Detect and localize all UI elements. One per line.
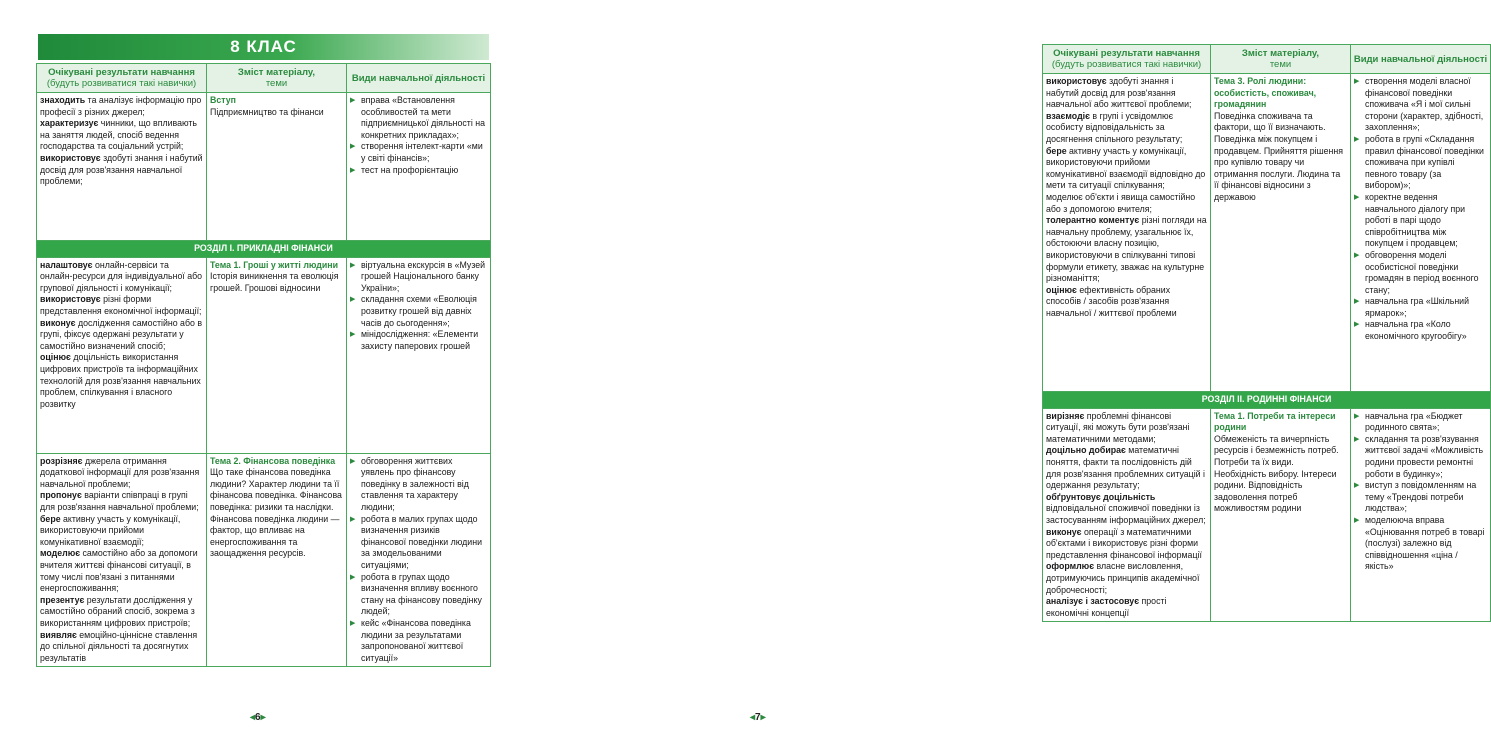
activities-list	[1354, 411, 1487, 573]
result-verb: взаємодіє	[1046, 110, 1090, 121]
result-text: активну участь у комунікації, використовуючи прийоми комунікативної взаємодії відповідно до мети та ситуації спілкування;	[1046, 145, 1206, 191]
grade-title: 8 КЛАС	[230, 37, 297, 56]
activities-list	[1354, 76, 1487, 343]
result-text: активну участь у комунікації, використовуючи прийоми комунікативної взаємодії;	[40, 513, 181, 547]
section-header-row	[1043, 392, 1491, 409]
result-text: математичні поняття, факти та послідовність дій для розв'язання проблемних ситуацій і одержання результату;	[1046, 445, 1205, 491]
result-verb: обґрунтовує доцільність	[1046, 491, 1156, 502]
result-text: власне висловлення, дотримуючись принципів академічної доброчесності;	[1046, 561, 1200, 595]
table-row	[1043, 74, 1491, 392]
table-header-row	[37, 64, 491, 93]
result-item	[1046, 492, 1206, 525]
result-verb: характеризує	[40, 118, 99, 129]
expected-results-cell	[1043, 74, 1211, 392]
grade-banner	[38, 34, 489, 60]
result-verb: використовує	[1046, 76, 1107, 86]
result-text: онлайн-сервіси та онлайн-ресурси для індивідуальної або групової діяльності і комунікації;	[40, 259, 203, 293]
section-header-row	[37, 241, 491, 258]
activities-cell	[347, 257, 491, 453]
result-verb: використовує	[40, 152, 101, 163]
result-item	[1046, 215, 1207, 283]
result-item	[40, 630, 197, 663]
result-item	[1046, 76, 1191, 109]
curriculum-table-left	[36, 63, 491, 667]
curriculum-table-right	[1042, 44, 1491, 622]
result-text: чинники, що впливають на заняття людей, спосіб ведення господарства та соціальний устрій;	[40, 118, 198, 152]
result-item	[40, 490, 199, 512]
topic-cell	[207, 93, 347, 241]
result-text: в групі і усвідомлює особисту відповідальність за досягнення спільного результату;	[1046, 110, 1183, 144]
result-item	[40, 318, 202, 351]
expected-results-cell	[37, 257, 207, 453]
activities-cell	[1351, 408, 1491, 622]
activities-cell	[1351, 74, 1491, 392]
table-row	[1043, 408, 1491, 622]
activity-item: ▶ обговорення життєвих уявлень про фінансову поведінку в залежності від ставлення та характеру людини;	[350, 456, 487, 514]
header-expected-results: Очікувані результати навчання (будуть розвиватися такі навички)	[1043, 45, 1211, 74]
result-text: моделює об'єкти і явища самостійно або з допомогою вчителя;	[1046, 191, 1196, 214]
result-text: самостійно або за допомоги вчителя життєві фінансові ситуації, в тому числі пов'язані з питаннями енергоспоживання;	[40, 548, 198, 594]
activities-list	[350, 260, 487, 353]
result-text: доцільність використання цифрових пристроїв та інформаційних технологій для розв'язання навчальних проблем, спілкування і власного розвитку	[40, 352, 201, 409]
result-text: результати дослідження у самостійно обраний спосіб, зокрема з використанням цифрових пристроїв;	[40, 594, 195, 628]
topic-text: Обмеженість та вичерпність ресурсів і безмежність потреб. Потреби та їх види. Необхідність вибору. Інтереси родини. Відповідність задоволення потреб можливостям родини	[1214, 433, 1339, 514]
result-verb: виявляє	[40, 629, 77, 640]
left-page	[0, 0, 512, 731]
header-content-topics: Зміст матеріалу, теми	[1211, 45, 1351, 74]
activity-item: ▶ виступ з повідомленням на тему «Трендові потреби людства»;	[1354, 480, 1487, 515]
right-page	[512, 0, 1488, 731]
result-text: та аналізує інформацію про професії з різних джерел;	[40, 95, 202, 117]
activity-item: ▶ робота в групах щодо визначення впливу воєнного стану на фінансову поведінку людей;	[350, 572, 487, 618]
topic-cell	[1211, 408, 1351, 622]
activity-item: ▶ моделююча вправа «Оцінювання потреб в товарі (послузі) залежно від співвідношення «ціна / якість»	[1354, 515, 1487, 573]
activity-item: ▶ складання та розв'язування життєвої задачі «Можливість родини провести ремонтні роботи в будинку»;	[1354, 434, 1487, 480]
result-text: емоційно-ціннісне ставлення до спільної діяльності та досягнутих результатів	[40, 629, 198, 663]
activity-item: ▶ робота в групі «Складання правил фінансової поведінки споживача при купівлі певного товару (за вибором)»;	[1354, 134, 1487, 192]
activities-list	[350, 95, 487, 176]
result-item	[1046, 596, 1166, 618]
result-item	[1046, 561, 1199, 594]
result-text: різні погляди на навчальну проблему, узагальнює їх, обстоюючи власну позицію, використовуючи в спілкуванні типові формули етикету, зважає на культурне різноманіття;	[1046, 215, 1207, 284]
topic-title: Тема 1. Гроші у житті людини	[210, 259, 339, 270]
result-text: здобуті знання і набутий досвід для розв'язання навчальної проблеми;	[40, 152, 203, 187]
activity-item: ▶ віртуальна екскурсія в «Музей грошей Національного банку України»;	[350, 260, 487, 295]
result-text: варіанти співпраці в групі для розв'язання навчальної проблеми;	[40, 490, 199, 512]
result-item	[40, 294, 202, 316]
activity-item: ▶ створення моделі власної фінансової поведінки споживача «Я і мої сильні сторони (характер, здібності, захоплення»;	[1354, 76, 1487, 134]
topic-title: Тема 2. Фінансова поведінка	[210, 455, 336, 466]
table-row	[37, 453, 491, 667]
table-row	[37, 257, 491, 453]
result-verb: вирізняє	[1046, 410, 1085, 421]
result-item	[1046, 445, 1205, 490]
result-item	[1046, 192, 1195, 214]
result-verb: розрізняє	[40, 455, 83, 466]
result-verb: бере	[1046, 145, 1067, 156]
topic-text: Підприємництво та фінанси	[210, 106, 324, 117]
topic-text: Що таке фінансова поведінка людини? Характер людини та її фінансова поведінка. Фінансова поведінка: ризики та наслідки. Фінансова поведінка людини — фактор, що впливає на енергоспоживання та заощадження ресурсів.	[210, 467, 342, 559]
result-text: відповідальної споживчої поведінки із застосуванням інформаційних джерел;	[1046, 503, 1206, 525]
activity-item: ▶ мінідослідження: «Елементи захисту паперових грошей	[350, 329, 487, 352]
result-item	[1046, 111, 1182, 144]
table-header-row	[1043, 45, 1491, 74]
result-item	[1046, 527, 1202, 560]
result-verb: оцінює	[1046, 284, 1077, 295]
result-verb: налаштовує	[40, 259, 93, 270]
result-text: здобуті знання і набутий досвід для розв'язання навчальної або життєвої проблеми;	[1046, 76, 1192, 110]
result-verb: оформлює	[1046, 561, 1095, 572]
result-text: джерела отримання додаткової інформації для розв'язання навчальної проблеми;	[40, 455, 200, 489]
result-verb: виконує	[40, 317, 76, 328]
result-verb: аналізує і застосовує	[1046, 596, 1140, 607]
result-item	[1046, 411, 1189, 444]
section-title: РОЗДІЛ ІІ. РОДИННІ ФІНАНСИ	[1043, 392, 1491, 409]
result-item	[40, 456, 199, 489]
topic-cell	[207, 257, 347, 453]
result-item	[40, 118, 197, 151]
header-activities: Види навчальної діяльності	[347, 64, 491, 93]
result-item	[1046, 285, 1177, 318]
result-verb: знаходить	[40, 95, 86, 105]
topic-title: Тема 3. Ролі людини: особистість, споживач, громадянин	[1214, 76, 1317, 110]
result-verb: презентує	[40, 594, 85, 605]
result-verb: виконує	[1046, 526, 1082, 537]
activity-item: ▶ тест на профорієнтацію	[350, 165, 487, 177]
topic-text: Історія виникнення та еволюція грошей. Грошові відносини	[210, 271, 339, 293]
activity-item: ▶ навчальна гра «Коло економічного кругообігу»	[1354, 319, 1487, 342]
activity-item: ▶ створення інтелект-карти «ми у світі фінансів»;	[350, 141, 487, 164]
header-activities: Види навчальної діяльності	[1351, 45, 1491, 74]
result-verb: толерантно коментує	[1046, 215, 1140, 226]
activity-item: ▶ навчальна гра «Бюджет родинного свята»;	[1354, 411, 1487, 434]
topic-title: Вступ	[210, 95, 236, 105]
topic-title: Тема 1. Потреби та інтереси родини	[1214, 410, 1336, 433]
expected-results-cell	[37, 453, 207, 667]
activity-item: ▶ робота в малих групах щодо визначення ризиків фінансової поведінки людини за змодельованими ситуаціями;	[350, 514, 487, 572]
result-text: прості економічні концепції	[1046, 596, 1167, 618]
result-item	[40, 514, 180, 547]
activities-cell	[347, 93, 491, 241]
header-expected-results: Очікувані результати навчання (будуть розвиватися такі навички)	[37, 64, 207, 93]
section-title: РОЗДІЛ І. ПРИКЛАДНІ ФІНАНСИ	[37, 241, 491, 258]
activity-item: ▶ коректне ведення навчального діалогу при роботі в парі щодо співробітництва між покупцем і продавцем;	[1354, 192, 1487, 250]
activity-item: ▶ вправа «Встановлення особливостей та мети підприємницької діяльності на конкретних прикладах»;	[350, 95, 487, 141]
result-text: дослідження самостійно або в групі, фіксує одержані результати у самостійно визначений спосіб;	[40, 317, 202, 351]
result-text: операції з математичними об'єктами і використовує різні форми представлення фінансової інформації	[1046, 526, 1202, 560]
result-text: різні форми представлення економічної інформації;	[40, 294, 202, 316]
result-item	[40, 95, 201, 117]
result-item	[40, 595, 195, 628]
result-item	[1046, 146, 1205, 191]
result-verb: оцінює	[40, 352, 71, 363]
expected-results-cell	[1043, 408, 1211, 622]
result-verb: моделює	[40, 548, 81, 559]
page-number-left: ◂6▸	[250, 712, 266, 723]
result-verb: пропонує	[40, 490, 82, 501]
activity-item: ▶ обговорення моделі особистісної поведінки громадян в період воєнного стану;	[1354, 250, 1487, 296]
result-item	[40, 352, 201, 408]
activities-cell	[347, 453, 491, 667]
result-verb: доцільно добирає	[1046, 445, 1126, 456]
expected-results-cell	[37, 93, 207, 241]
result-verb: використовує	[40, 294, 101, 305]
result-item	[40, 548, 198, 593]
activity-item: ▶ складання схеми «Еволюція розвитку грошей від давніх часів до сьогодення»;	[350, 294, 487, 329]
activity-item: ▶ кейс «Фінансова поведінка людини за результатами запропонованої життєвої ситуації»	[350, 618, 487, 664]
topic-text: Поведінка споживача та фактори, що її визначають. Поведінка між покупцем і продавцем. Прийняття рішення про купівлю товару чи отримання послуги. Людина та її фінансові відносини з державою	[1214, 110, 1344, 202]
result-verb: бере	[40, 513, 61, 524]
result-item	[40, 260, 202, 293]
activity-item: ▶ навчальна гра «Шкільний ярмарок»;	[1354, 296, 1487, 319]
table-row	[37, 93, 491, 241]
result-text: проблемні фінансові ситуації, які можуть бути розв'язані математичними методами;	[1046, 410, 1190, 444]
header-content-topics: Зміст матеріалу, теми	[207, 64, 347, 93]
page-number-right: ◂7▸	[750, 712, 766, 723]
topic-cell	[207, 453, 347, 667]
result-text: ефективність обраних способів / засобів розв'язання навчальної / життєвої проблеми	[1046, 284, 1177, 318]
topic-cell	[1211, 74, 1351, 392]
activities-list	[350, 456, 487, 665]
result-item	[40, 153, 203, 186]
